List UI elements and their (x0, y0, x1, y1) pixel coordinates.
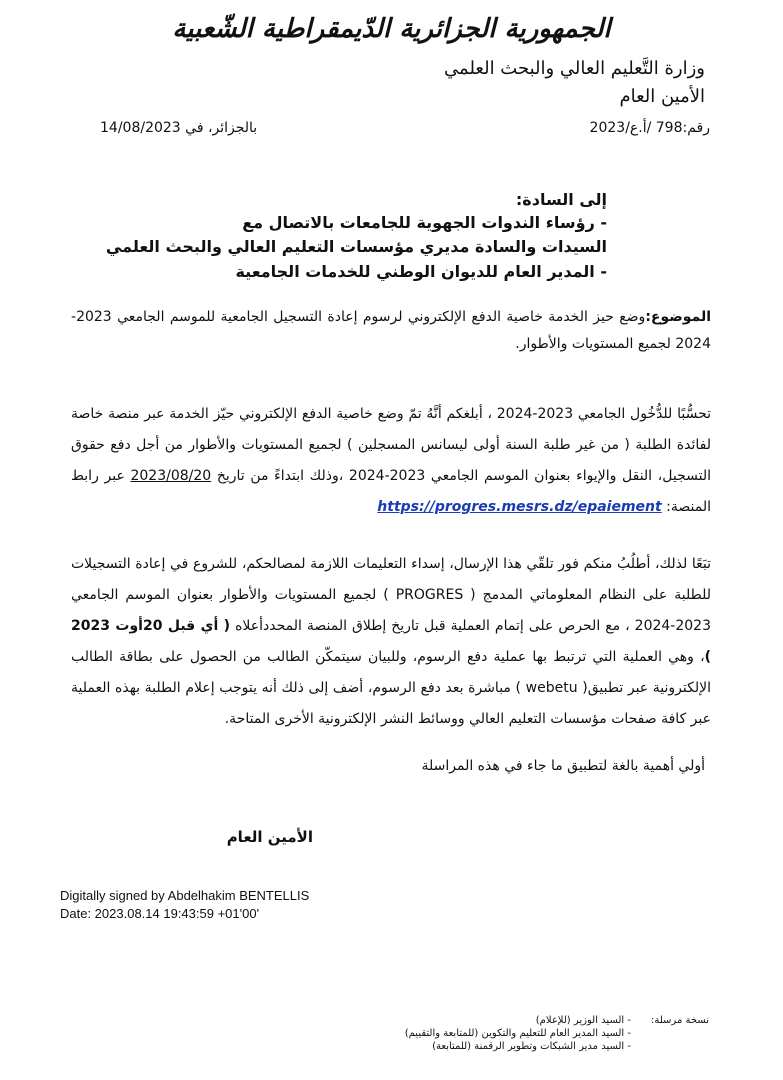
copy-recipient: - السيد مدير الشبكات وتطوير الرقمنة (للمتابعة) (432, 1041, 631, 1052)
copies-block (309, 1014, 709, 1053)
paragraph1-link-intro: عبر رابط المنصة: (71, 468, 711, 515)
place-and-date: بالجزائر، في 14/08/2023 (100, 120, 258, 136)
subject-label: الموضوع: (645, 309, 711, 325)
paragraph-payment-service (71, 399, 711, 523)
ministry-name: وزارة التَّعليم العالي والبحث العلمي (444, 58, 705, 79)
republic-header: الجمهورية الجزائرية الدّيمقراطية الشّعبية (172, 14, 611, 44)
closing-line: أولي أهمية بالغة لتطبيق ما جاء في هذه المراسلة (421, 758, 705, 774)
subject-text: وضع حيز الخدمة خاصية الدفع الإلكتروني لرسوم إعادة التسجيل الجامعية للموسم الجامعي 2023-2024 لجميع المستويات والأطوار. (71, 309, 711, 352)
digital-signature-name: Digitally signed by Abdelhakim BENTELLIS (60, 888, 310, 903)
deadline-note: ( أي قبل 20أوت 2023 ) (71, 618, 711, 665)
subject-block (71, 304, 711, 358)
copies-row (309, 1014, 709, 1027)
copies-row (309, 1027, 709, 1040)
reference-number: رقم:798 /أ.ع/2023 (589, 120, 710, 136)
copies-label: نسخة مرسلة: (651, 1015, 709, 1026)
signature-title: الأمين العام (226, 828, 313, 846)
start-date: 2023/08/20 (130, 468, 212, 484)
recipient-line: السيدات والسادة مديري مؤسسات التعليم العالي والبحث العلمي (105, 237, 607, 256)
platform-link[interactable]: https://progres.mesrs.dz/epaiement (377, 499, 662, 515)
paragraph1-text: تحسُّبًا للدُّخُول الجامعي 2023-2024 ، أبلغكم أنَّهُ تمّ وضع خاصية الدفع الإلكتروني حيّز الخدمة عبر منصة خاصة لفائدة الطلبة ( من غير طلبة السنة أولى ليسانس المسجلين ) لجميع المستويات والأطوار من أجل دفع حقوق التسجيل، النقل والإيواء بعنوان الموسم الجامعي 2023-2024 ،وذلك ابتداءً من تاريخ (71, 406, 712, 484)
paragraph-registration (71, 549, 711, 735)
copy-recipient: - السيد المدير العام للتعليم والتكوين (للمتابعة والتقييم) (404, 1028, 631, 1039)
copy-recipient: - السيد الوزير (للإعلام) (535, 1015, 631, 1026)
digital-signature-date: Date: 2023.08.14 19:43:59 +01'00' (60, 906, 260, 921)
paragraph2-text: تبَعًا لذلك، أطلُبُ منكم فور تلقّي هذا الإرسال، إسداء التعليمات اللازمة لمصالحكم، للشروع في إعادة التسجيلات للطلبة على النظام المعلوماتي المدمج ( PROGRES ) لجميع المستويات والأطوار بعنوان الموسم الجامعي 2023-2024 ، مع الحرص على إتمام العملية قبل تاريخ إطلاق المنصة المحددأعلاه (71, 556, 712, 634)
recipient-line: - رؤساء الندوات الجهوية للجامعات بالاتصال مع (242, 213, 607, 232)
paragraph2-text-cont: ، وهي العملية التي ترتبط بها عملية دفع الرسوم، وللبيان سيتمكّن الطالب من الحصول على بطاقة الطالب الإلكترونية عبر تطبيق( webetu ) مباشرة بعد دفع الرسوم، أضف إلى ذلك أنه يتوجب إعلام الطلبة بهذه العملية عبر كافة صفحات مؤسسات التعليم العالي ووسائط النشر الإلكترونية الأخرى المتاحة. (71, 649, 711, 727)
secretary-general-title: الأمين العام (619, 86, 705, 107)
copies-row (309, 1040, 709, 1053)
reference-row (100, 120, 710, 144)
recipient-line: - المدير العام للديوان الوطني للخدمات الجامعية (235, 262, 607, 281)
recipients-heading: إلى السادة: (515, 190, 607, 209)
